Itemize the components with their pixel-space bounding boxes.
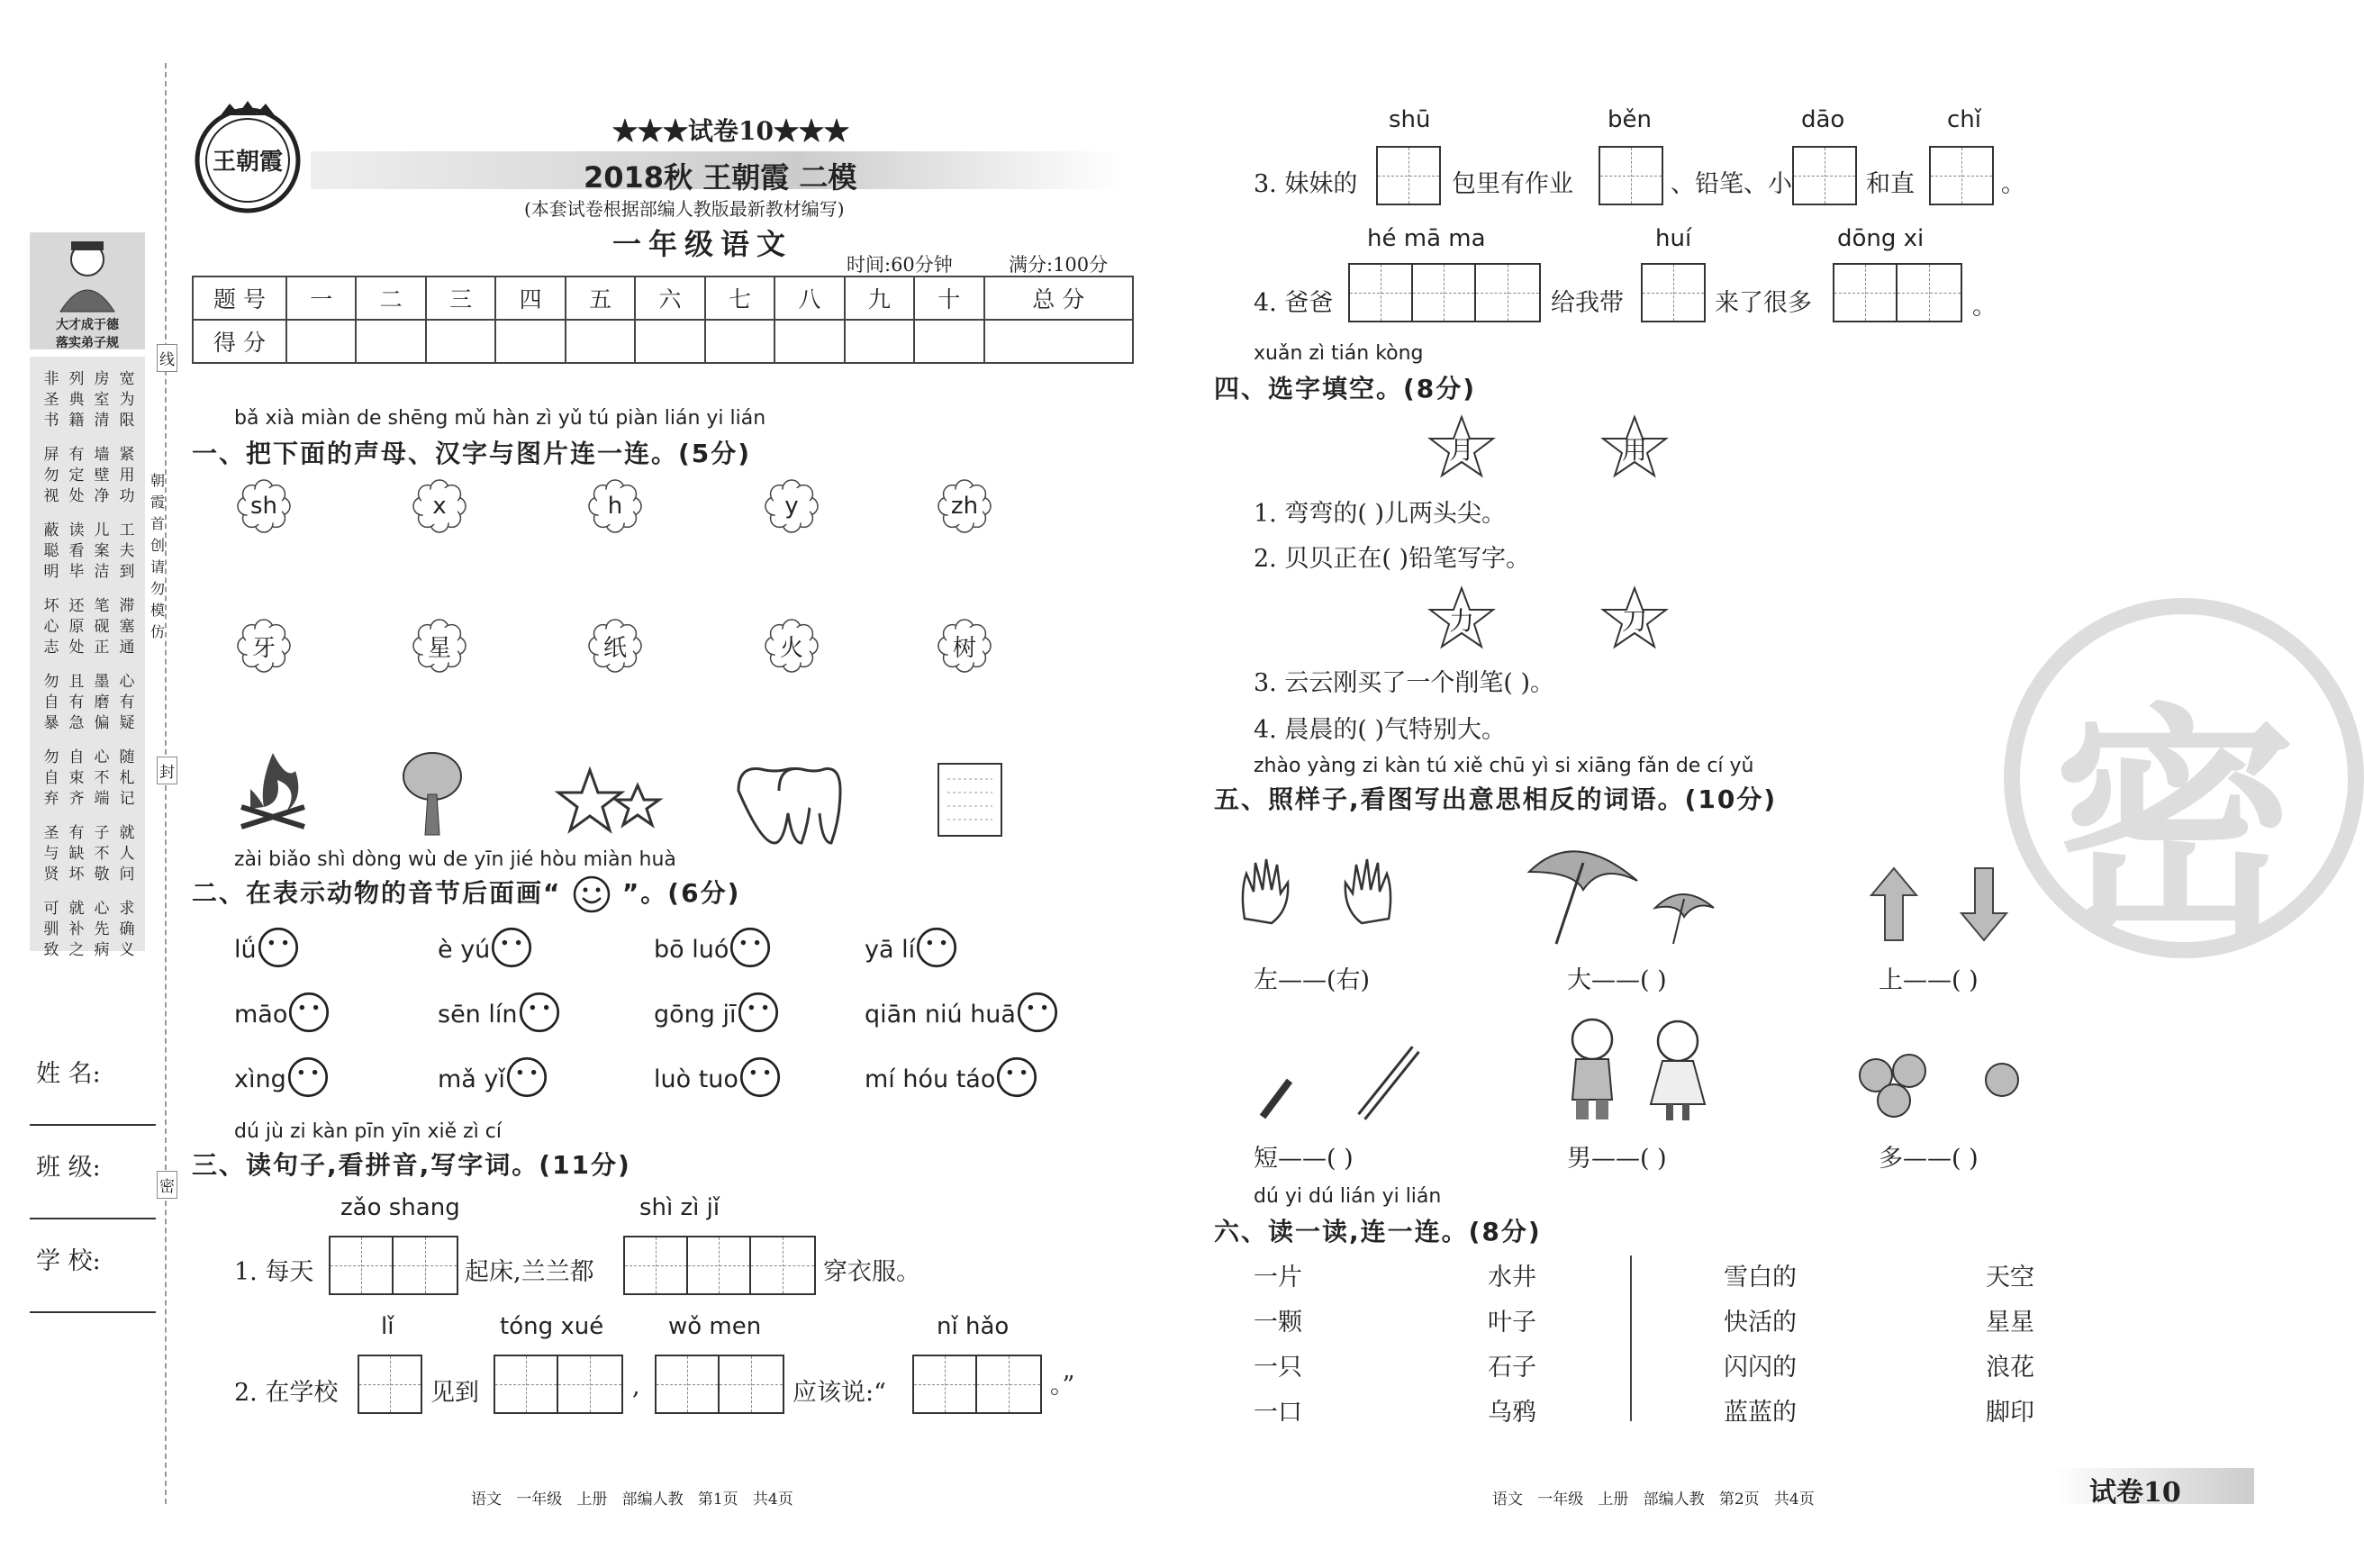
score-input-cell[interactable] <box>705 320 774 363</box>
q6-pinyin: dú yi dú lián yi lián <box>1254 1185 1442 1208</box>
score-input-cell[interactable] <box>426 320 495 363</box>
tooth-icon <box>734 764 842 845</box>
q5-pair-1: 左——(右) <box>1254 966 1371 994</box>
syllable-item <box>654 926 772 973</box>
class-label: 班 级: <box>36 1154 101 1182</box>
hanzi-flower[interactable] <box>937 618 992 674</box>
s3-text-b: 包里有作业 <box>1452 170 1573 198</box>
q6-divider <box>1630 1255 1632 1421</box>
smiley-answer-icon[interactable] <box>257 926 300 973</box>
smiley-answer-icon[interactable] <box>287 991 331 1038</box>
s3-pinyin-4: chǐ <box>1947 106 1981 133</box>
score-header-cell: 四 <box>495 276 565 320</box>
q2-title-pre: 二、在表示动物的音节后面画“ <box>192 878 562 908</box>
smiley-answer-icon[interactable] <box>738 1056 782 1102</box>
poem-column: 随 札 记 <box>119 748 135 808</box>
hanzi-label: 星 <box>427 634 451 662</box>
score-header-cell: 八 <box>774 276 844 320</box>
initial-flower[interactable] <box>764 478 820 534</box>
score-input-cell[interactable] <box>914 320 983 363</box>
q6-col2-item[interactable]: 叶子 <box>1488 1309 1536 1337</box>
tree-icon <box>396 749 468 839</box>
paper-badge: ★★★试卷10★★★ <box>612 116 849 146</box>
syllable-text: bō luó <box>654 935 729 964</box>
q1-title: 一、把下面的声母、汉字与图片连一连。(5分) <box>192 439 752 468</box>
poem-column: 心 不 端 <box>94 748 110 808</box>
poem-column: 可 驯 致 <box>43 900 59 959</box>
banner-line-1: 大才成于德 <box>56 318 119 332</box>
score-input-cell[interactable] <box>286 320 356 363</box>
syllable-text: yā lí <box>865 935 916 964</box>
score-row-label: 得 分 <box>193 320 286 363</box>
vertical-note-char: 首 <box>149 515 165 532</box>
poem-column: 笔 砚 正 <box>94 597 110 657</box>
syllable-text: māo <box>234 1000 288 1029</box>
syllable-text: è yú <box>438 935 491 964</box>
footer-left: 语文 一年级 上册 部编人教 第1页 共4页 <box>471 1491 793 1509</box>
s3-pinyin-1: shū <box>1389 106 1431 133</box>
vertical-note-char: 勿 <box>149 580 165 597</box>
s2-comma: , <box>632 1373 640 1400</box>
s2-pinyin-2: tóng xué <box>500 1313 604 1340</box>
q6-col4-item[interactable]: 天空 <box>1986 1264 2034 1292</box>
smiley-answer-icon[interactable] <box>490 926 533 973</box>
s2-text-a: 2. 在学校 <box>234 1379 339 1407</box>
initial-flower[interactable] <box>236 478 292 534</box>
s3-text-e: 。 <box>2001 170 2025 198</box>
s3-box-4[interactable] <box>1929 146 1994 205</box>
hanzi-label: 牙 <box>251 634 276 662</box>
choice-star-char: 月 <box>1448 435 1474 465</box>
score-header-cell: 总 分 <box>984 276 1133 320</box>
q3-title: 三、读句子,看拼音,写字词。(11分) <box>192 1150 631 1180</box>
s2-text-d: 。” <box>1050 1372 1075 1400</box>
q5-pair-5: 男——( ) <box>1567 1145 1667 1173</box>
footer-right: 语文 一年级 上册 部编人教 第2页 共4页 <box>1492 1491 1815 1509</box>
score-header-cell: 十 <box>914 276 983 320</box>
s3-box-1[interactable] <box>1376 146 1441 205</box>
watermark-char: 密 <box>2053 684 2296 967</box>
poem-column: 墨 磨 偏 <box>94 673 110 732</box>
syllable-item <box>654 1056 782 1102</box>
vertical-note-char: 创 <box>149 537 165 554</box>
initial-flower[interactable] <box>587 478 643 534</box>
score-input-cell[interactable] <box>356 320 425 363</box>
initial-label: h <box>607 493 623 520</box>
syllable-item <box>234 926 300 973</box>
poem-column: 工 夫 到 <box>119 521 135 581</box>
q5-pair-2: 大——( ) <box>1567 966 1667 994</box>
q4-item-4: 4. 晨晨的( )气特别大。 <box>1254 716 1506 744</box>
poem-column: 房 室 清 <box>94 370 110 430</box>
score-header-cell: 六 <box>635 276 704 320</box>
exam-subject: 一年级语文 <box>612 227 793 261</box>
q5-pair-4: 短——( ) <box>1254 1145 1354 1173</box>
hanzi-flower[interactable] <box>764 618 820 674</box>
poem-column: 就 人 问 <box>119 824 135 884</box>
q2-title <box>192 874 740 914</box>
s1-box-2[interactable] <box>623 1236 816 1295</box>
score-header-cell: 九 <box>845 276 914 320</box>
poem-column: 有 缺 坏 <box>68 824 85 884</box>
score-input-cell[interactable] <box>566 320 635 363</box>
seal-mark-line: 线 <box>157 344 177 372</box>
smiley-answer-icon[interactable] <box>729 926 772 973</box>
seal-mark-secret: 密 <box>157 1171 177 1199</box>
initial-label: y <box>784 493 799 520</box>
paper-icon <box>929 757 1010 847</box>
stars-icon <box>558 766 666 838</box>
poem-column: 读 看 毕 <box>68 521 85 581</box>
scholar-icon <box>30 232 145 313</box>
syllable-item <box>438 926 533 973</box>
class-line[interactable] <box>30 1218 156 1219</box>
poem-column: 勿 自 暴 <box>43 673 59 732</box>
s3-text-a: 3. 妹妹的 <box>1254 170 1358 198</box>
vertical-note-char: 霞 <box>149 494 165 511</box>
q6-col3-item[interactable]: 雪白的 <box>1724 1264 1797 1292</box>
initial-flower[interactable] <box>412 478 467 534</box>
poem-column: 蔽 聪 明 <box>43 521 59 581</box>
choice-star <box>1427 414 1496 479</box>
initial-label: sh <box>249 493 278 520</box>
initial-flower[interactable] <box>937 478 992 534</box>
score-header-cell: 五 <box>566 276 635 320</box>
vertical-note-char: 模 <box>149 602 165 619</box>
smiley-answer-icon[interactable] <box>915 926 958 973</box>
vertical-note-char: 请 <box>149 558 165 576</box>
s2-box-2[interactable] <box>494 1355 623 1414</box>
q2-pinyin: zài biǎo shì dòng wù de yīn jié hòu miàn huà <box>234 848 676 871</box>
score-input-cell[interactable] <box>495 320 565 363</box>
poem-column: 儿 案 洁 <box>94 521 110 581</box>
poem-column: 有 定 处 <box>68 446 85 505</box>
q6-col4-item[interactable]: 浪花 <box>1986 1354 2034 1382</box>
name-line[interactable] <box>30 1124 156 1126</box>
vertical-note-char: 朝 <box>149 472 165 489</box>
syllable-item <box>865 991 1059 1038</box>
s3-text-c: 、铅笔、小 <box>1671 170 1792 198</box>
margin-banner <box>30 232 145 349</box>
q6-col3-item[interactable]: 闪闪的 <box>1724 1354 1797 1382</box>
s1-text-a: 1. 每天 <box>234 1258 314 1286</box>
q6-col1-item[interactable]: 一片 <box>1254 1264 1302 1292</box>
choice-star-char: 用 <box>1621 435 1647 465</box>
hanzi-label: 纸 <box>602 634 627 662</box>
q6-col3-item[interactable]: 快活的 <box>1724 1309 1797 1337</box>
syllable-text: qiān niú huā <box>865 1000 1016 1029</box>
q3-pinyin: dú jù zi kàn pīn yīn xiě zì cí <box>234 1120 502 1143</box>
hanzi-label: 火 <box>779 634 803 662</box>
poem-column: 心 有 疑 <box>119 673 135 732</box>
s2-pinyin-1: lǐ <box>381 1313 394 1340</box>
poem-column: 圣 与 贤 <box>43 824 59 884</box>
q4-item-1: 1. 弯弯的( )儿两头尖。 <box>1254 500 1506 528</box>
exam-full-score: 满分:100分 <box>1009 254 1109 276</box>
s1-pinyin-2: shì zì jǐ <box>639 1194 720 1221</box>
pencils-icon <box>1254 1045 1416 1126</box>
hanzi-flower[interactable] <box>412 618 467 674</box>
score-input-cell[interactable] <box>635 320 704 363</box>
poem-column: 求 确 义 <box>119 900 135 959</box>
poem-column: 墙 壁 净 <box>94 446 110 505</box>
syllable-item <box>438 1056 548 1102</box>
s1-pinyin-1: zǎo shang <box>340 1194 460 1221</box>
s4-text-c: 来了很多 <box>1715 289 1812 317</box>
poem-column: 自 束 齐 <box>68 748 85 808</box>
score-input-cell[interactable] <box>984 320 1133 363</box>
syllable-item <box>438 991 561 1038</box>
poem-column: 还 原 处 <box>68 597 85 657</box>
syllable-item <box>654 991 780 1038</box>
q6-col1-item[interactable]: 一口 <box>1254 1399 1302 1427</box>
s2-pinyin-3: wǒ men <box>668 1313 762 1340</box>
syllable-item <box>865 926 958 973</box>
s3-text-d: 和直 <box>1866 170 1915 198</box>
vertical-note-char: 仿 <box>149 623 165 640</box>
q6-col2-item[interactable]: 乌鸦 <box>1488 1399 1536 1427</box>
smiley-icon <box>572 875 611 914</box>
poem-column: 心 先 病 <box>94 900 110 959</box>
exam-time: 时间:60分钟 <box>847 254 953 276</box>
syllable-text: lǘ <box>234 935 257 964</box>
initial-label: zh <box>950 493 979 520</box>
syllable-item <box>234 1056 330 1102</box>
apples-icon <box>1853 1048 2033 1120</box>
poem-column: 且 有 急 <box>68 673 85 732</box>
q6-title: 六、读一读,连一连。(8分) <box>1214 1217 1542 1246</box>
s2-text-c: 应该说:“ <box>793 1379 886 1407</box>
q4-item-2: 2. 贝贝正在( )铅笔写字。 <box>1254 545 1530 573</box>
boy-girl-icon <box>1556 1014 1718 1122</box>
s2-box-1[interactable] <box>358 1355 422 1414</box>
s3-box-2[interactable] <box>1599 146 1663 205</box>
smiley-answer-icon[interactable] <box>505 1056 548 1102</box>
q1-pinyin: bǎ xià miàn de shēng mǔ hàn zì yǔ tú piàn lián yi lián <box>234 407 766 430</box>
q2-title-post: ”。(6分) <box>621 878 741 908</box>
s2-box-3[interactable] <box>655 1355 784 1414</box>
q4-pinyin: xuǎn zì tián kòng <box>1254 342 1424 365</box>
q4-item-3: 3. 云云刚买了一个削笔( )。 <box>1254 669 1554 697</box>
logo-text: 王朝霞 <box>212 149 284 176</box>
hanzi-label: 树 <box>952 634 976 662</box>
q5-title: 五、照样子,看图写出意思相反的词语。(10分) <box>1214 784 1778 814</box>
s1-text-b: 起床,兰兰都 <box>465 1258 594 1286</box>
banner-line-2: 落实弟子规 <box>56 336 119 350</box>
choice-star-char: 力 <box>1448 606 1474 636</box>
hanzi-flower[interactable] <box>236 618 292 674</box>
s1-text-c: 穿衣服。 <box>823 1258 920 1286</box>
q6-col4-item[interactable]: 脚印 <box>1986 1399 2034 1427</box>
s2-pinyin-4: nǐ hǎo <box>937 1313 1010 1340</box>
s4-box-1[interactable] <box>1348 263 1541 322</box>
poem-column: 列 典 籍 <box>68 370 85 430</box>
fire-icon <box>232 744 313 834</box>
exam-subtitle: (本套试卷根据部编人教版最新教材编写) <box>524 198 845 220</box>
smiley-answer-icon[interactable] <box>518 991 561 1038</box>
syllable-text: mí hóu táo <box>865 1065 996 1093</box>
smiley-answer-icon[interactable] <box>286 1056 330 1102</box>
initial-label: x <box>432 493 447 520</box>
s4-pinyin-2: huí <box>1655 225 1692 252</box>
q5-pinyin: zhào yàng zi kàn tú xiě chū yì si xiāng fǎn de cí yǔ <box>1254 755 1754 777</box>
q6-col2-item[interactable]: 水井 <box>1488 1264 1536 1292</box>
choice-star <box>1600 585 1669 650</box>
s4-text-d: 。 <box>1972 293 1997 321</box>
footer-badge: 试卷10 <box>2089 1477 2181 1509</box>
arrows-icon <box>1871 868 2006 940</box>
syllable-item <box>865 1056 1038 1102</box>
hanzi-flower[interactable] <box>587 618 643 674</box>
q6-col1-item[interactable]: 一只 <box>1254 1354 1302 1382</box>
seal-mark-seal: 封 <box>157 757 177 784</box>
syllable-text: luò tuo <box>654 1065 738 1093</box>
s2-text-b: 见到 <box>430 1379 479 1407</box>
s4-pinyin-1: hé mā ma <box>1367 225 1486 252</box>
poem-column: 宽 为 限 <box>119 370 135 430</box>
q6-col4-item[interactable]: 星星 <box>1986 1309 2034 1337</box>
umbrellas-icon <box>1520 836 1736 953</box>
score-table <box>192 276 1134 364</box>
poem-column: 滞 塞 通 <box>119 597 135 657</box>
poem-column: 勿 自 弃 <box>43 748 59 808</box>
school-line[interactable] <box>30 1311 156 1313</box>
q4-title: 四、选字填空。(8分) <box>1214 374 1477 403</box>
school-label: 学 校: <box>36 1247 101 1275</box>
q5-pair-3: 上——( ) <box>1879 966 1979 994</box>
smiley-answer-icon[interactable] <box>995 1056 1038 1102</box>
smiley-answer-icon[interactable] <box>737 991 780 1038</box>
score-header-label: 题 号 <box>193 276 286 320</box>
choice-star <box>1427 585 1496 650</box>
s3-pinyin-2: běn <box>1608 106 1652 133</box>
s4-pinyin-3: dōng xi <box>1837 225 1925 252</box>
syllable-text: sēn lín <box>438 1000 518 1029</box>
logo-icon <box>189 99 306 216</box>
poem-column: 子 不 敬 <box>94 824 110 884</box>
s3-box-3[interactable] <box>1792 146 1857 205</box>
q6-col3-item[interactable]: 蓝蓝的 <box>1724 1399 1797 1427</box>
hands-icon <box>1236 856 1398 928</box>
score-header-cell: 一 <box>286 276 356 320</box>
exam-title: 2018秋 王朝霞 二模 <box>584 160 857 195</box>
syllable-text: xìng <box>234 1065 286 1093</box>
q5-pair-6: 多——( ) <box>1879 1145 1979 1173</box>
smiley-answer-icon[interactable] <box>1016 991 1059 1038</box>
s3-pinyin-3: dāo <box>1801 106 1845 133</box>
poem-column: 非 圣 书 <box>43 370 59 430</box>
name-label: 姓 名: <box>36 1060 101 1088</box>
q6-col2-item[interactable]: 石子 <box>1488 1354 1536 1382</box>
q6-col1-item[interactable]: 一颗 <box>1254 1309 1302 1337</box>
syllable-item <box>234 991 331 1038</box>
poem-column: 紧 用 功 <box>119 446 135 505</box>
s4-text-a: 4. 爸爸 <box>1254 289 1334 317</box>
poem-column: 屏 勿 视 <box>43 446 59 505</box>
s1-box-1[interactable] <box>329 1236 458 1295</box>
score-input-cell[interactable] <box>845 320 914 363</box>
s4-box-2[interactable] <box>1641 263 1706 322</box>
score-header-cell: 七 <box>705 276 774 320</box>
s4-box-3[interactable] <box>1833 263 1962 322</box>
s2-box-4[interactable] <box>912 1355 1042 1414</box>
score-header-cell: 二 <box>356 276 425 320</box>
choice-star-char: 刀 <box>1621 606 1647 636</box>
poem-column: 坏 心 志 <box>43 597 59 657</box>
syllable-text: gōng jī <box>654 1000 737 1029</box>
s4-text-b: 给我带 <box>1551 289 1624 317</box>
score-header-cell: 三 <box>426 276 495 320</box>
score-input-cell[interactable] <box>774 320 844 363</box>
syllable-text: mǎ yǐ <box>438 1065 505 1093</box>
choice-star <box>1600 414 1669 479</box>
poem-column: 就 补 之 <box>68 900 85 959</box>
